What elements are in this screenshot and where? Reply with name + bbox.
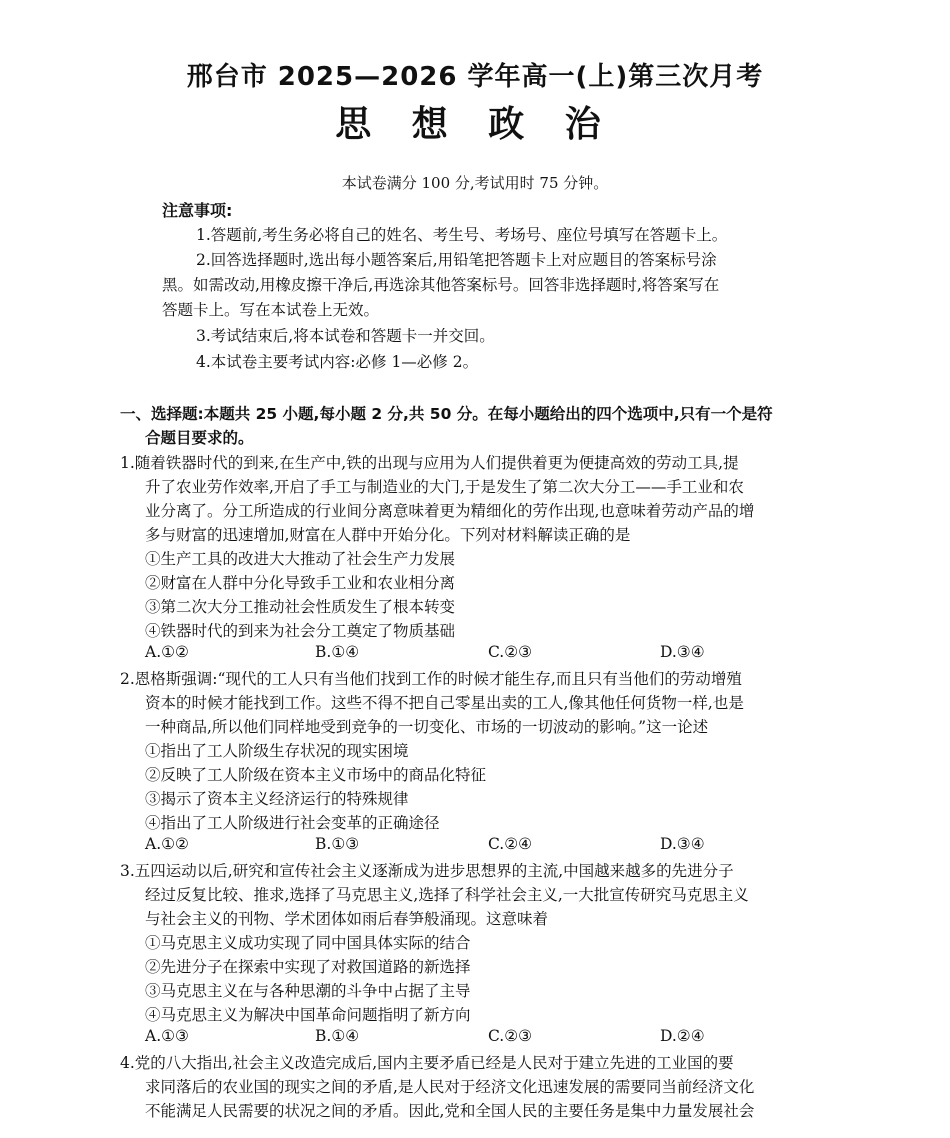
choice-a: A.①② [145, 643, 189, 661]
choice-a: A.①② [145, 835, 189, 853]
choice-d: D.③④ [660, 643, 705, 661]
exam-title: 邢台市 2025—2026 学年高一(上)第三次月考 [186, 62, 764, 92]
question-2-stem: 2.恩格斯强调:“现代的工人只有当他们找到工作的时候才能生存,而且只有当他们的劳动增殖 [120, 670, 742, 688]
question-1-item: ②财富在人群中分化导致手工业和农业相分离 [145, 574, 456, 592]
choice-b: B.①④ [315, 1027, 360, 1045]
question-4-stem: 不能满足人民需要的状况之间的矛盾。因此,党和全国人民的主要任务是集中力量发展社会 [145, 1102, 755, 1120]
section-heading-cont: 合题目要求的。 [145, 429, 254, 447]
notice-line: 答题卡上。写在本试卷上无效。 [162, 301, 380, 319]
question-1-item: ①生产工具的改进大大推动了社会生产力发展 [145, 550, 456, 568]
choice-b: B.①④ [315, 643, 360, 661]
choice-c: C.②④ [488, 835, 533, 853]
question-1-stem: 1.随着铁器时代的到来,在生产中,铁的出现与应用为人们提供着更为便捷高效的劳动工具,提 [120, 454, 739, 472]
question-2-item: ③揭示了资本主义经济运行的特殊规律 [145, 790, 409, 808]
question-1-stem: 多与财富的迅速增加,财富在人群中开始分化。下列对材料解读正确的是 [145, 526, 631, 544]
question-3-item: ①马克思主义成功实现了同中国具体实际的结合 [145, 934, 471, 952]
exam-meta: 本试卷满分 100 分,考试用时 75 分钟。 [341, 174, 609, 192]
question-2-stem: 一种商品,所以他们同样地受到竞争的一切变化、市场的一切波动的影响。”这一论述 [145, 718, 709, 736]
question-3-stem: 与社会主义的刊物、学术团体如雨后春笋般涌现。这意味着 [145, 910, 549, 928]
notice-heading: 注意事项: [162, 201, 233, 220]
question-3-item: ②先进分子在探索中实现了对救国道路的新选择 [145, 958, 471, 976]
question-3-stem: 3.五四运动以后,研究和宣传社会主义逐渐成为进步思想界的主流,中国越来越多的先进分子 [120, 862, 734, 880]
notice-line: 1.答题前,考生务必将自己的姓名、考生号、考场号、座位号填写在答题卡上。 [196, 226, 728, 244]
question-3-item: ③马克思主义在与各种思潮的斗争中占据了主导 [145, 982, 471, 1000]
section-heading: 一、选择题:本题共 25 小题,每小题 2 分,共 50 分。在每小题给出的四个选项中,只有一个是符 [120, 405, 773, 423]
question-4-stem: 4.党的八大指出,社会主义改造完成后,国内主要矛盾已经是人民对于建立先进的工业国的要 [120, 1054, 734, 1072]
question-2-item: ④指出了工人阶级进行社会变革的正确途径 [145, 814, 440, 832]
question-1-item: ④铁器时代的到来为社会分工奠定了物质基础 [145, 622, 456, 640]
question-2-stem: 资本的时候才能找到工作。这些不得不把自己零星出卖的工人,像其他任何货物一样,也是 [145, 694, 744, 712]
question-1-stem: 业分离了。分工所造成的行业间分离意味着更为精细化的劳作出现,也意味着劳动产品的增 [145, 502, 755, 520]
question-3-stem: 经过反复比较、推求,选择了马克思主义,选择了科学社会主义,一大批宣传研究马克思主义 [145, 886, 749, 904]
notice-line: 3.考试结束后,将本试卷和答题卡一并交回。 [196, 327, 495, 345]
choice-d: D.②④ [660, 1027, 705, 1045]
question-3-item: ④马克思主义为解决中国革命问题指明了新方向 [145, 1006, 471, 1024]
choice-a: A.①③ [145, 1027, 189, 1045]
question-2-item: ②反映了工人阶级在资本主义市场中的商品化特征 [145, 766, 487, 784]
question-1-stem: 升了农业劳作效率,开启了手工与制造业的大门,于是发生了第二次大分工——手工业和农 [145, 478, 744, 496]
choice-d: D.③④ [660, 835, 705, 853]
question-2-item: ①指出了工人阶级生存状况的现实困境 [145, 742, 409, 760]
question-1-item: ③第二次大分工推动社会性质发生了根本转变 [145, 598, 456, 616]
subject-title: 思 想 政 治 [335, 104, 615, 145]
notice-line: 4.本试卷主要考试内容:必修 1—必修 2。 [196, 353, 479, 371]
notice-line: 2.回答选择题时,选出每小题答案后,用铅笔把答题卡上对应题目的答案标号涂 [196, 251, 717, 269]
question-4-stem: 求同落后的农业国的现实之间的矛盾,是人民对于经济文化迅速发展的需要同当前经济文化 [145, 1078, 755, 1096]
choice-c: C.②③ [488, 643, 533, 661]
choice-b: B.①③ [315, 835, 360, 853]
choice-c: C.②③ [488, 1027, 533, 1045]
notice-line: 黑。如需改动,用橡皮擦干净后,再选涂其他答案标号。回答非选择题时,将答案写在 [162, 276, 720, 294]
